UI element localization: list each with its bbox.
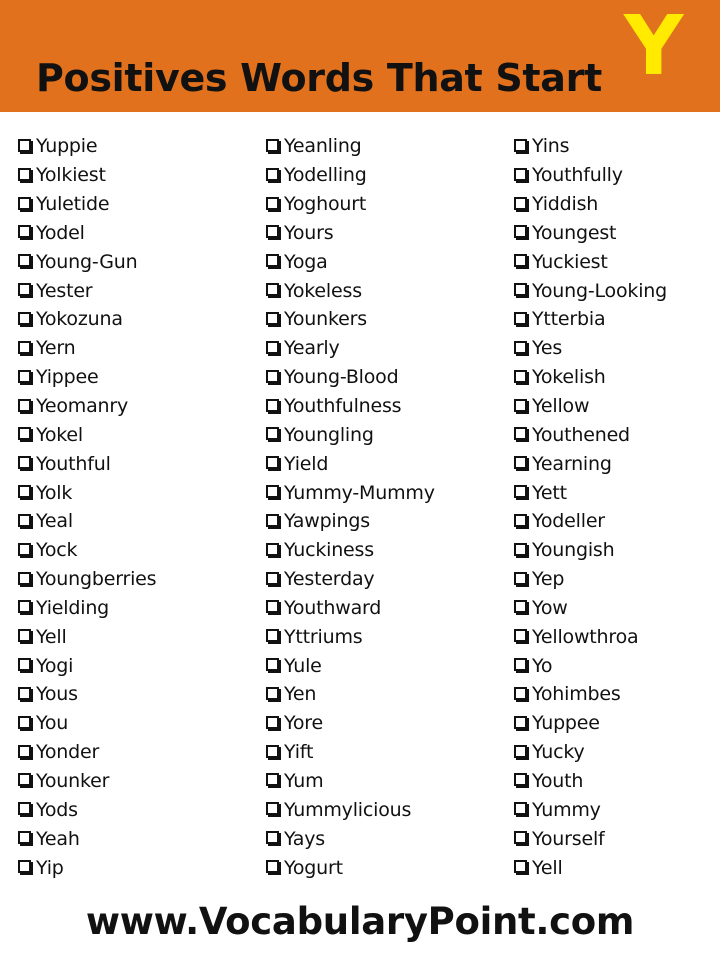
checkbox-icon — [514, 629, 527, 642]
checkbox-icon — [514, 399, 527, 412]
checkbox-icon — [18, 773, 31, 786]
word-label: Yuletide — [36, 193, 110, 216]
checkbox-icon — [18, 745, 31, 758]
checkbox-icon — [514, 427, 527, 440]
word-label: Yoghourt — [284, 193, 367, 216]
word-label: Yogi — [36, 654, 74, 677]
list-item — [18, 853, 263, 882]
checkbox-icon — [18, 168, 31, 181]
word-label: Ytterbia — [532, 308, 606, 331]
checkbox-icon — [18, 254, 31, 267]
checkbox-icon — [514, 514, 527, 527]
word-column-1 — [18, 132, 263, 882]
word-label: Yum — [284, 769, 324, 792]
word-label: Yern — [36, 337, 76, 360]
checkbox-icon — [266, 629, 279, 642]
word-label: Yttriums — [284, 625, 363, 648]
checkbox-icon — [514, 139, 527, 152]
checkbox-icon — [266, 427, 279, 440]
word-label: Yift — [284, 741, 314, 764]
list-item — [266, 219, 511, 248]
word-label: Yearning — [532, 452, 612, 475]
checkbox-icon — [266, 312, 279, 325]
word-label: Yins — [532, 135, 570, 158]
list-item — [18, 565, 263, 594]
word-label: Yourself — [532, 827, 605, 850]
checkbox-icon — [514, 716, 527, 729]
checkbox-icon — [18, 543, 31, 556]
checkbox-icon — [18, 399, 31, 412]
checkbox-icon — [514, 225, 527, 238]
word-label: Younkers — [284, 308, 367, 331]
word-label: Young-Looking — [532, 279, 667, 302]
checkbox-icon — [514, 197, 527, 210]
list-item — [18, 449, 263, 478]
word-label: Yours — [284, 221, 334, 244]
word-label: Yes — [532, 337, 563, 360]
list-item — [266, 651, 511, 680]
word-label: Yeal — [36, 510, 73, 533]
word-label: Yummy-Mummy — [284, 481, 435, 504]
list-item — [18, 824, 263, 853]
list-item — [18, 536, 263, 565]
checkbox-icon — [18, 225, 31, 238]
word-label: Yellowthroa — [532, 625, 639, 648]
list-item — [266, 363, 511, 392]
list-item — [266, 507, 511, 536]
list-item — [18, 594, 263, 623]
list-item — [514, 449, 720, 478]
list-item — [18, 680, 263, 709]
word-label: Youthfulness — [284, 395, 402, 418]
checkbox-icon — [514, 658, 527, 671]
list-item — [266, 767, 511, 796]
word-label: Yesterday — [284, 568, 375, 591]
word-label: Yeanling — [284, 135, 362, 158]
word-label: Youthful — [36, 452, 111, 475]
word-label: Yield — [284, 452, 329, 475]
checkbox-icon — [514, 773, 527, 786]
list-item — [266, 161, 511, 190]
checkbox-icon — [514, 254, 527, 267]
list-item — [266, 738, 511, 767]
list-item — [514, 651, 720, 680]
checkbox-icon — [18, 341, 31, 354]
list-item — [514, 190, 720, 219]
checkbox-icon — [514, 831, 527, 844]
checkbox-icon — [514, 370, 527, 383]
word-label: You — [36, 712, 69, 735]
website-url: www.VocabularyPoint.com — [85, 900, 635, 943]
checkbox-icon — [514, 283, 527, 296]
list-item — [514, 161, 720, 190]
checkbox-icon — [18, 860, 31, 873]
highlight-letter: Y — [624, 0, 684, 94]
checkbox-icon — [514, 860, 527, 873]
list-item — [266, 594, 511, 623]
checkbox-icon — [266, 716, 279, 729]
list-item — [18, 161, 263, 190]
word-label: Young-Blood — [284, 366, 399, 389]
checkbox-icon — [266, 831, 279, 844]
checkbox-icon — [18, 370, 31, 383]
word-label: Yester — [36, 279, 93, 302]
checkbox-icon — [514, 312, 527, 325]
list-item — [266, 622, 511, 651]
checkbox-icon — [266, 802, 279, 815]
checkbox-icon — [266, 225, 279, 238]
word-label: Youngberries — [36, 568, 157, 591]
checkbox-icon — [18, 572, 31, 585]
list-item — [18, 507, 263, 536]
list-item — [18, 795, 263, 824]
checkbox-icon — [514, 600, 527, 613]
checkbox-icon — [514, 168, 527, 181]
checkbox-icon — [18, 283, 31, 296]
checkbox-icon — [18, 312, 31, 325]
word-label: Yell — [36, 625, 67, 648]
list-item — [514, 565, 720, 594]
list-item — [266, 334, 511, 363]
checkbox-icon — [266, 773, 279, 786]
checkbox-icon — [18, 687, 31, 700]
list-item — [266, 449, 511, 478]
word-label: Yen — [284, 683, 317, 706]
checkbox-icon — [18, 831, 31, 844]
list-item — [514, 334, 720, 363]
list-item — [18, 132, 263, 161]
word-label: Yonder — [36, 741, 100, 764]
list-item — [18, 363, 263, 392]
checkbox-icon — [266, 283, 279, 296]
checkbox-icon — [266, 168, 279, 181]
list-item — [266, 565, 511, 594]
title-banner — [0, 0, 720, 112]
list-item — [514, 305, 720, 334]
word-label: Young-Gun — [36, 250, 138, 273]
word-label: Yock — [36, 539, 78, 562]
list-item — [514, 219, 720, 248]
checkbox-icon — [266, 687, 279, 700]
checkbox-icon — [514, 687, 527, 700]
checkbox-icon — [266, 485, 279, 498]
list-item — [18, 334, 263, 363]
list-item — [514, 738, 720, 767]
list-item — [514, 478, 720, 507]
list-item — [18, 247, 263, 276]
list-item — [266, 190, 511, 219]
word-label: Younker — [36, 769, 110, 792]
list-item — [266, 276, 511, 305]
checkbox-icon — [514, 802, 527, 815]
list-item — [18, 190, 263, 219]
checkbox-icon — [266, 399, 279, 412]
word-label: Yolkiest — [36, 164, 106, 187]
list-item — [514, 680, 720, 709]
list-item — [266, 420, 511, 449]
word-label: Yellow — [532, 395, 590, 418]
list-item — [514, 276, 720, 305]
checkbox-icon — [18, 427, 31, 440]
checkbox-icon — [266, 745, 279, 758]
list-item — [266, 795, 511, 824]
word-label: Youthened — [532, 423, 630, 446]
checkbox-icon — [18, 600, 31, 613]
checkbox-icon — [514, 745, 527, 758]
list-item — [514, 622, 720, 651]
word-label: Yuppie — [36, 135, 98, 158]
word-label: Youth — [532, 769, 584, 792]
word-list — [0, 132, 720, 882]
list-item — [18, 392, 263, 421]
list-item — [514, 132, 720, 161]
checkbox-icon — [266, 370, 279, 383]
word-label: Yiddish — [532, 193, 599, 216]
checkbox-icon — [18, 139, 31, 152]
list-item — [266, 853, 511, 882]
word-column-3 — [514, 132, 720, 882]
list-item — [18, 709, 263, 738]
word-column-2 — [266, 132, 511, 882]
word-label: Youngest — [532, 221, 617, 244]
list-item — [266, 680, 511, 709]
word-label: Yokozuna — [36, 308, 123, 331]
word-label: Yeomanry — [36, 395, 129, 418]
list-item — [514, 594, 720, 623]
word-label: Yow — [532, 596, 568, 619]
word-label: Yodelling — [284, 164, 367, 187]
checkbox-icon — [266, 543, 279, 556]
word-label: Yodeller — [532, 510, 605, 533]
word-label: Yoga — [284, 250, 328, 273]
word-label: Yuppee — [532, 712, 600, 735]
list-item — [18, 420, 263, 449]
list-item — [266, 305, 511, 334]
list-item — [18, 478, 263, 507]
list-item — [266, 536, 511, 565]
list-item — [266, 247, 511, 276]
word-label: Yays — [284, 827, 325, 850]
list-item — [18, 305, 263, 334]
checkbox-icon — [266, 860, 279, 873]
word-label: Yummylicious — [284, 798, 412, 821]
list-item — [514, 767, 720, 796]
list-item — [18, 219, 263, 248]
checkbox-icon — [266, 254, 279, 267]
checkbox-icon — [18, 716, 31, 729]
word-label: Yolk — [36, 481, 73, 504]
word-label: Yett — [532, 481, 567, 504]
list-item — [514, 247, 720, 276]
word-label: Youthfully — [532, 164, 623, 187]
list-item — [514, 507, 720, 536]
word-label: Yearly — [284, 337, 340, 360]
list-item — [18, 276, 263, 305]
word-label: Youthward — [284, 596, 382, 619]
word-label: Youngish — [532, 539, 615, 562]
checkbox-icon — [514, 572, 527, 585]
checkbox-icon — [514, 341, 527, 354]
word-label: Yielding — [36, 596, 110, 619]
list-item — [266, 709, 511, 738]
word-label: Yokel — [36, 423, 84, 446]
checkbox-icon — [266, 572, 279, 585]
checkbox-icon — [18, 658, 31, 671]
list-item — [514, 536, 720, 565]
list-item — [266, 478, 511, 507]
word-label: Yell — [532, 856, 563, 879]
list-item — [18, 651, 263, 680]
list-item — [514, 392, 720, 421]
word-label: Yule — [284, 654, 322, 677]
checkbox-icon — [266, 658, 279, 671]
word-label: Yep — [532, 568, 565, 591]
word-label: Yippee — [36, 366, 99, 389]
checkbox-icon — [266, 514, 279, 527]
word-label: Yummy — [532, 798, 601, 821]
word-label: Yucky — [532, 741, 585, 764]
checkbox-icon — [514, 456, 527, 469]
word-label: Yuckiness — [284, 539, 374, 562]
checkbox-icon — [18, 485, 31, 498]
list-item — [266, 824, 511, 853]
list-item — [514, 709, 720, 738]
list-item — [18, 738, 263, 767]
word-label: Yokelish — [532, 366, 606, 389]
page-title: Positives Words That Start — [36, 56, 602, 100]
word-label: Yore — [284, 712, 323, 735]
list-item — [514, 853, 720, 882]
checkbox-icon — [514, 485, 527, 498]
checkbox-icon — [266, 456, 279, 469]
checkbox-icon — [18, 514, 31, 527]
list-item — [266, 392, 511, 421]
word-label: Yogurt — [284, 856, 343, 879]
word-label: Youngling — [284, 423, 374, 446]
checkbox-icon — [18, 802, 31, 815]
word-label: Yuckiest — [532, 250, 608, 273]
checkbox-icon — [18, 456, 31, 469]
checkbox-icon — [266, 600, 279, 613]
word-label: Yeah — [36, 827, 80, 850]
word-label: Yawpings — [284, 510, 370, 533]
list-item — [18, 622, 263, 651]
word-label: Yokeless — [284, 279, 362, 302]
checkbox-icon — [266, 139, 279, 152]
word-label: Yods — [36, 798, 78, 821]
list-item — [514, 363, 720, 392]
list-item — [266, 132, 511, 161]
list-item — [514, 795, 720, 824]
list-item — [514, 824, 720, 853]
word-label: Yous — [36, 683, 78, 706]
checkbox-icon — [18, 629, 31, 642]
checkbox-icon — [266, 197, 279, 210]
word-label: Yip — [36, 856, 64, 879]
checkbox-icon — [514, 543, 527, 556]
checkbox-icon — [266, 341, 279, 354]
checkbox-icon — [18, 197, 31, 210]
list-item — [514, 420, 720, 449]
word-label: Yohimbes — [532, 683, 621, 706]
list-item — [18, 767, 263, 796]
word-label: Yodel — [36, 221, 85, 244]
word-label: Yo — [532, 654, 553, 677]
